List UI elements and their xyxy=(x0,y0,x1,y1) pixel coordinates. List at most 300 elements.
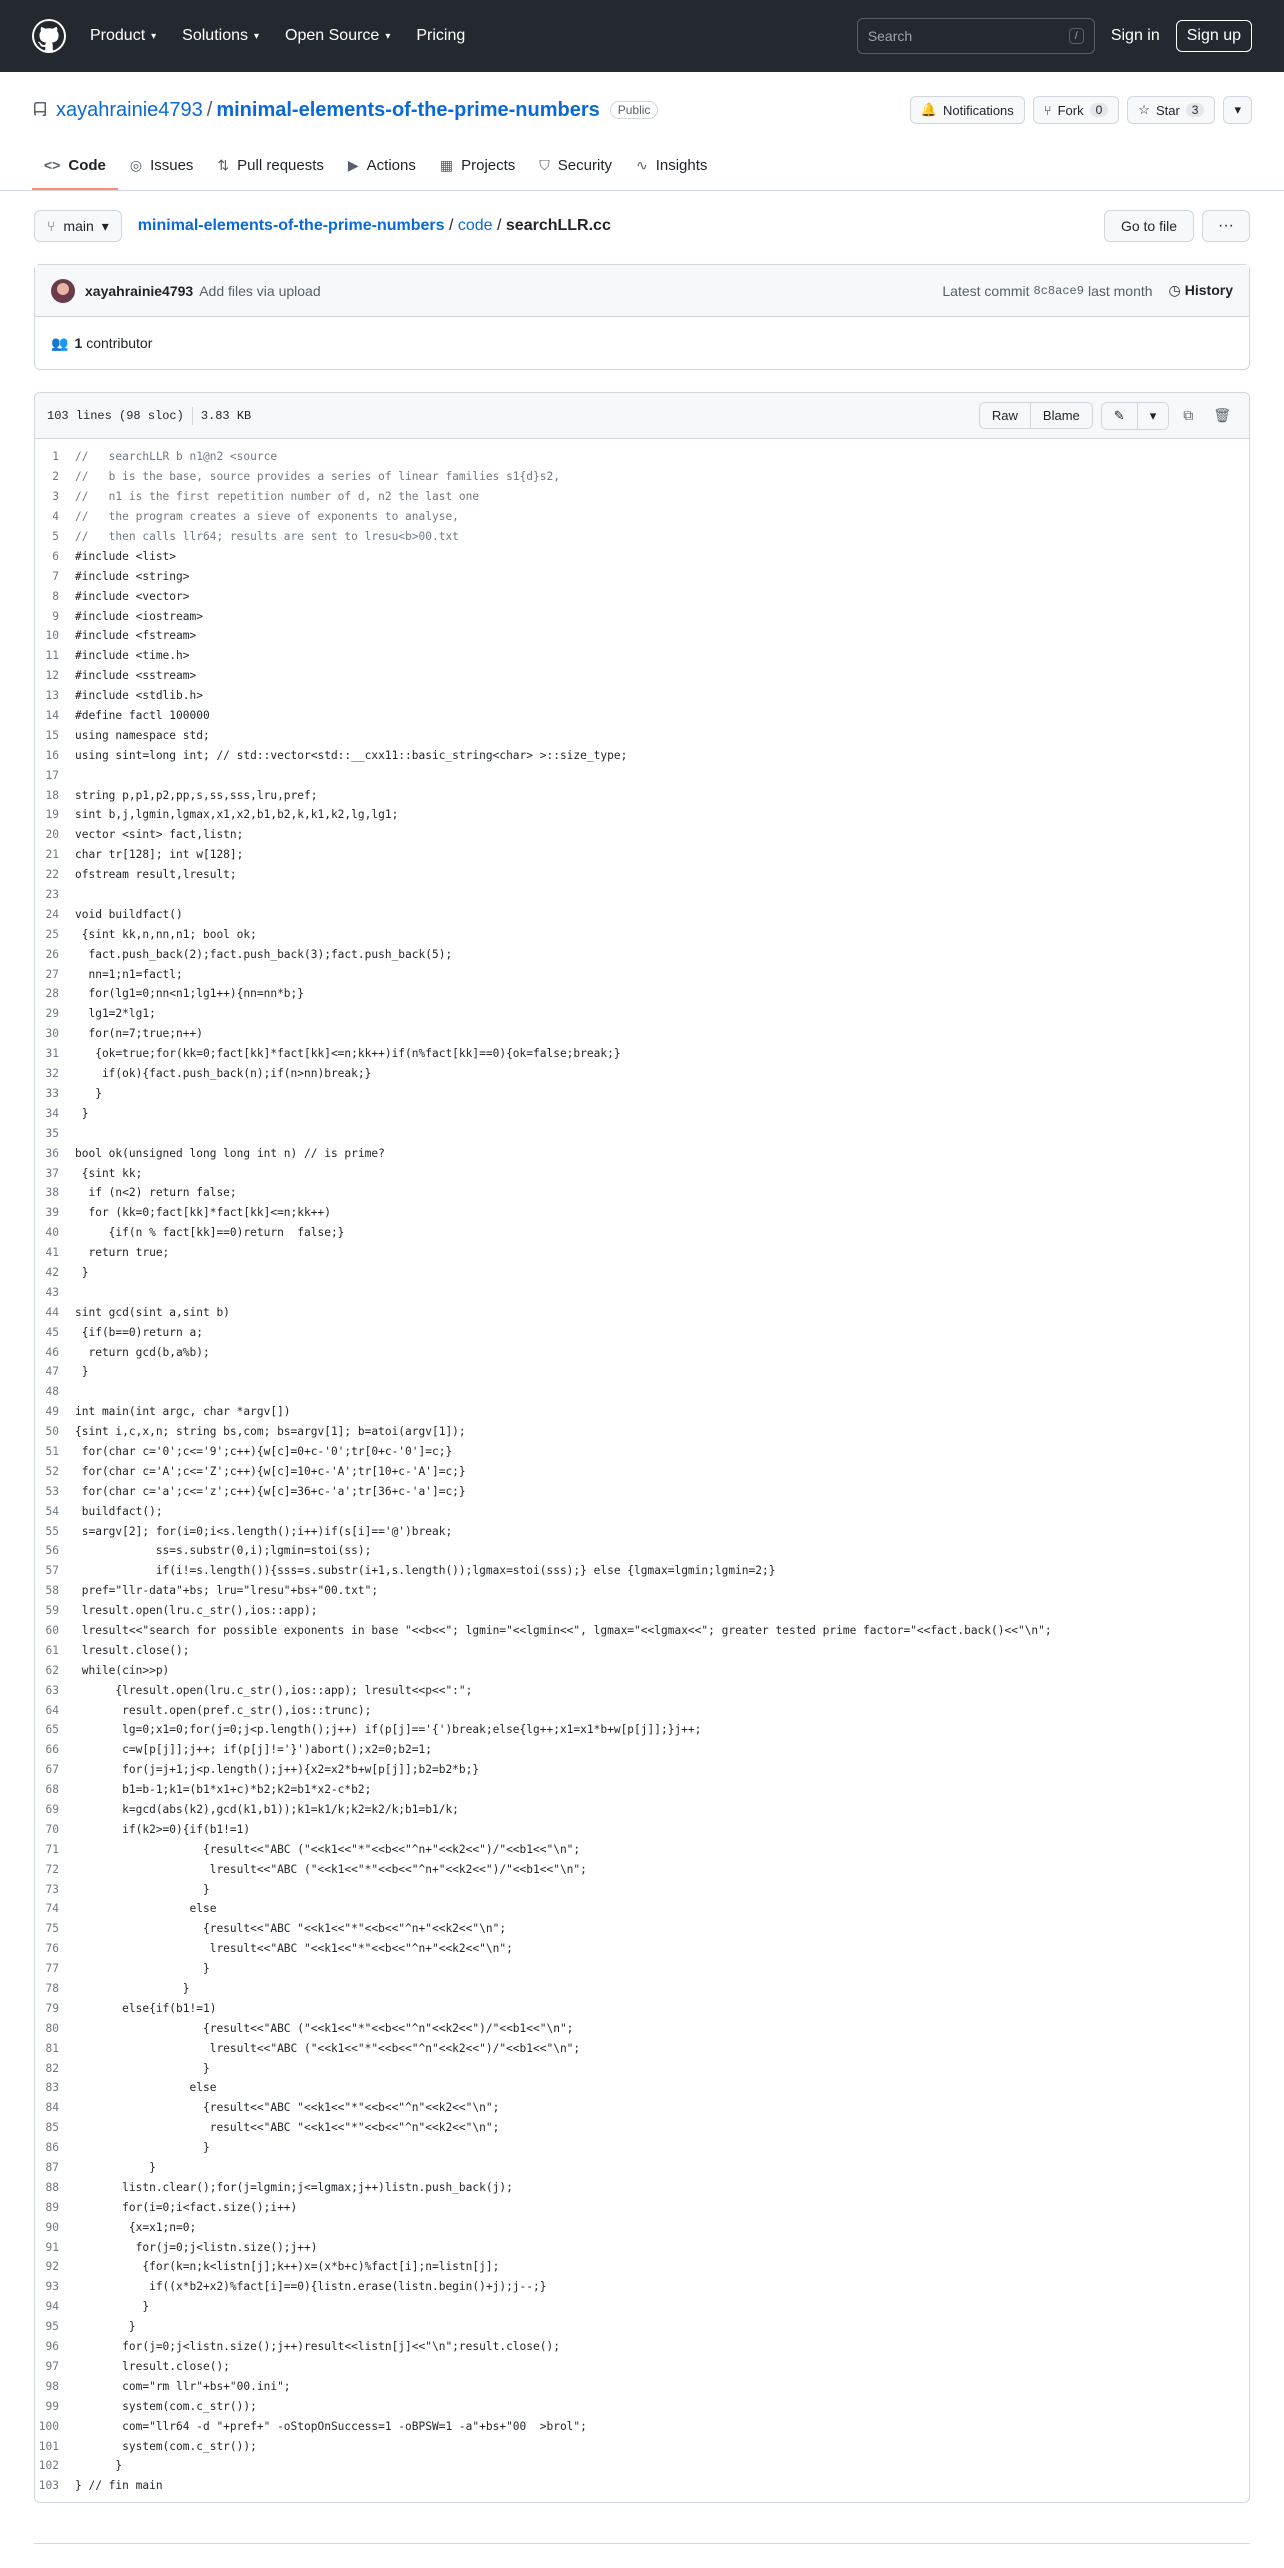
nav-label: Open Source xyxy=(285,27,380,44)
line-number[interactable]: 50 xyxy=(45,1425,59,1439)
line-number[interactable]: 30 xyxy=(45,1027,59,1041)
line-number[interactable]: 18 xyxy=(45,788,59,802)
tab-actions[interactable] xyxy=(336,142,428,190)
line-number[interactable]: 79 xyxy=(45,2001,59,2015)
line-number[interactable]: 7 xyxy=(52,569,59,583)
breadcrumb xyxy=(138,217,611,235)
chevron-down-icon[interactable]: ▾ xyxy=(1137,403,1169,429)
code-text: for(i=0;i<fact.size();i++) xyxy=(75,2200,298,2214)
line-number[interactable]: 42 xyxy=(45,1265,59,1279)
code-text: system(com.c_str()); xyxy=(75,2439,257,2453)
line-number[interactable]: 28 xyxy=(45,987,59,1001)
code-text: using namespace std; xyxy=(75,728,210,742)
line-number[interactable]: 100 xyxy=(38,2419,59,2433)
code-line xyxy=(35,885,1249,905)
line-number[interactable]: 17 xyxy=(45,768,59,782)
line-number[interactable]: 19 xyxy=(45,808,59,822)
line-number[interactable]: 80 xyxy=(45,2021,59,2035)
divider xyxy=(192,407,193,425)
nav-label: Pricing xyxy=(416,27,466,44)
line-number[interactable]: 92 xyxy=(45,2260,59,2274)
avatar[interactable] xyxy=(51,279,75,303)
line-number[interactable]: 37 xyxy=(45,1166,59,1180)
code-line xyxy=(35,745,1249,765)
code-listing xyxy=(35,439,1249,2502)
line-number[interactable]: 13 xyxy=(45,689,59,703)
search-shortcut-key: / xyxy=(1069,28,1084,44)
code-text: #include <sstream> xyxy=(75,669,197,683)
line-number[interactable]: 101 xyxy=(38,2439,59,2453)
code-text: {if(b==0)return a; xyxy=(75,1325,203,1339)
sign-in-link[interactable]: Sign in xyxy=(1110,27,1160,44)
line-number[interactable]: 38 xyxy=(45,1186,59,1200)
code-text: } xyxy=(75,1962,210,1976)
line-number[interactable]: 81 xyxy=(45,2041,59,2055)
code-text: {result<<"ABC ("<<k1<<"*"<<b<<"^n+"<<k2<<")/"<<b1<<"\n"; xyxy=(75,1842,581,1856)
code-line xyxy=(35,785,1249,805)
line-number[interactable]: 47 xyxy=(45,1365,59,1379)
chevron-down-icon: ▾ xyxy=(151,30,157,42)
code-line xyxy=(35,765,1249,785)
tab-code[interactable] xyxy=(32,142,118,190)
notifications-button[interactable] xyxy=(910,96,1025,124)
line-number[interactable]: 75 xyxy=(45,1922,59,1936)
line-number[interactable]: 60 xyxy=(45,1623,59,1637)
code-line xyxy=(35,1819,1249,1839)
code-text: } xyxy=(75,1365,89,1379)
code-line xyxy=(35,1183,1249,1203)
contributor-label[interactable]: contributor xyxy=(86,335,153,351)
code-line xyxy=(35,1382,1249,1402)
line-number[interactable]: 77 xyxy=(45,1962,59,1976)
code-text: // the program creates a sieve of exponents to analyse, xyxy=(75,510,459,524)
fork-label: Fork xyxy=(1057,102,1084,118)
line-number[interactable]: 55 xyxy=(45,1524,59,1538)
line-number[interactable]: 10 xyxy=(45,629,59,643)
code-line xyxy=(35,904,1249,924)
code-line xyxy=(35,1243,1249,1263)
more-options-button[interactable]: ··· xyxy=(1202,210,1250,242)
code-text: for(lg1=0;nn<n1;lg1++){nn=nn*b;} xyxy=(75,987,305,1001)
line-number[interactable]: 102 xyxy=(38,2459,59,2473)
copy-icon[interactable]: ⧉ xyxy=(1183,407,1194,423)
code-text: for(char c='0';c<='9';c++){w[c]=0+c-'0';tr[0+c-'0']=c;} xyxy=(75,1444,453,1458)
code-line xyxy=(35,1223,1249,1243)
line-number[interactable]: 44 xyxy=(45,1305,59,1319)
github-logo-icon[interactable] xyxy=(32,19,66,53)
code-text: lresult.close(); xyxy=(75,2359,230,2373)
code-text: // then calls llr64; results are sent to lresu<b>00.txt xyxy=(75,530,459,543)
code-text: {if(n % fact[kk]==0)return false;} xyxy=(75,1226,345,1240)
line-number[interactable]: 8 xyxy=(52,589,59,603)
code-text: return gcd(b,a%b); xyxy=(75,1345,210,1359)
repo-tabs xyxy=(32,142,1252,190)
go-to-file-button[interactable]: Go to file xyxy=(1104,210,1194,242)
branch-name: main xyxy=(63,218,94,234)
repo-header xyxy=(0,72,1284,191)
tab-insights[interactable] xyxy=(624,142,719,190)
line-number[interactable]: 62 xyxy=(45,1663,59,1677)
code-text: } xyxy=(75,2300,150,2314)
code-text: bool ok(unsigned long long int n) // is prime? xyxy=(75,1146,385,1160)
code-text: {result<<"ABC ("<<k1<<"*"<<b<<"^n"<<k2<<")/"<<b1<<"\n"; xyxy=(75,2021,574,2035)
code-text: #include <iostream> xyxy=(75,609,203,623)
line-number[interactable]: 97 xyxy=(45,2359,59,2373)
star-label: Star xyxy=(1155,102,1180,118)
code-text: lg=0;x1=0;for(j=0;j<p.length();j++) if(p[j]=='{')break;else{lg++;x1=x1*b+w[p[j]];}j++; xyxy=(75,1723,702,1737)
code-line xyxy=(35,944,1249,964)
footer-divider xyxy=(34,2543,1250,2568)
line-number[interactable]: 72 xyxy=(45,1862,59,1876)
history-label: History xyxy=(1184,282,1233,298)
tab-pull-requests[interactable] xyxy=(205,142,335,190)
line-count: 103 lines (98 sloc) xyxy=(47,408,184,423)
line-number[interactable]: 1 xyxy=(52,450,59,464)
line-number[interactable]: 57 xyxy=(45,1564,59,1578)
line-number[interactable]: 61 xyxy=(45,1643,59,1657)
line-number[interactable]: 58 xyxy=(45,1584,59,1598)
code-text: listn.clear();for(j=lgmin;j<=lgmax;j++)listn.push_back(j); xyxy=(75,2180,513,2194)
line-number[interactable]: 21 xyxy=(45,848,59,862)
code-text: k=gcd(abs(k2),gcd(k1,b1));k1=k1/k;k2=k2/k;b1=b1/k; xyxy=(75,1803,459,1816)
line-number[interactable]: 23 xyxy=(45,888,59,902)
code-text: com="llr64 -d "+pref+" -oStopOnSuccess=1 -oBPSW=1 -a"+bs+"00 >brol"; xyxy=(75,2419,587,2433)
line-number[interactable]: 63 xyxy=(45,1683,59,1697)
code-line xyxy=(35,1163,1249,1183)
code-line xyxy=(35,1760,1249,1780)
line-number[interactable]: 20 xyxy=(45,828,59,842)
code-icon: <> xyxy=(44,157,61,173)
tab-label: Security xyxy=(557,156,612,174)
line-number[interactable]: 40 xyxy=(45,1226,59,1240)
commit-author-link[interactable]: xayahrainie4793 xyxy=(85,282,194,299)
code-text: {ok=true;for(kk=0;fact[kk]*fact[kk]<=n;kk++)if(n%fact[kk]==0){ok=false;break;} xyxy=(75,1047,621,1061)
code-line xyxy=(35,2138,1249,2158)
global-header xyxy=(0,0,1284,72)
line-number[interactable]: 89 xyxy=(45,2200,59,2214)
line-number[interactable]: 15 xyxy=(45,728,59,742)
code-line xyxy=(35,666,1249,686)
blame-button[interactable]: Blame xyxy=(1030,403,1092,428)
star-dropdown-button[interactable] xyxy=(1223,96,1252,124)
line-number[interactable]: 32 xyxy=(45,1067,59,1081)
commit-message-link[interactable]: Add files via upload xyxy=(199,282,321,299)
code-line xyxy=(35,606,1249,626)
code-text: {sint kk,n,nn,n1; bool ok; xyxy=(75,927,257,941)
line-number[interactable]: 87 xyxy=(45,2161,59,2175)
code-line xyxy=(35,2277,1249,2297)
tab-projects[interactable] xyxy=(428,142,527,190)
line-number[interactable]: 48 xyxy=(45,1385,59,1399)
line-number[interactable]: 45 xyxy=(45,1325,59,1339)
history-button[interactable] xyxy=(1169,282,1233,299)
nav-product[interactable] xyxy=(90,27,156,45)
line-number[interactable]: 93 xyxy=(45,2280,59,2294)
contributor-count[interactable]: 1 xyxy=(74,335,83,351)
chevron-down-icon: ▾ xyxy=(254,30,260,42)
path-separator: / xyxy=(206,98,213,121)
line-number[interactable]: 103 xyxy=(38,2479,59,2493)
chevron-down-icon: ▾ xyxy=(101,217,109,234)
code-line xyxy=(35,1998,1249,2018)
tab-label: Issues xyxy=(150,156,194,174)
code-line xyxy=(35,2357,1249,2377)
line-number[interactable]: 6 xyxy=(52,549,59,563)
line-number[interactable]: 9 xyxy=(52,609,59,623)
breadcrumb-dir-link[interactable]: code xyxy=(457,217,493,234)
line-number[interactable]: 14 xyxy=(45,709,59,723)
code-line xyxy=(35,1282,1249,1302)
code-text: vector <sint> fact,listn; xyxy=(75,828,244,842)
code-line xyxy=(35,2416,1249,2436)
code-text: if(i!=s.length()){sss=s.substr(i+1,s.length());lgmax=stoi(sss);} else {lgmax=lgmin;lgmin=2;} xyxy=(75,1564,776,1578)
code-line xyxy=(35,1879,1249,1899)
code-text: } // fin main xyxy=(75,2479,163,2493)
star-count: 3 xyxy=(1186,103,1205,117)
code-line xyxy=(35,1740,1249,1760)
line-number[interactable]: 51 xyxy=(45,1444,59,1458)
line-number[interactable]: 34 xyxy=(45,1106,59,1120)
line-number[interactable]: 41 xyxy=(45,1246,59,1260)
line-number[interactable]: 39 xyxy=(45,1206,59,1220)
line-number[interactable]: 31 xyxy=(45,1047,59,1061)
code-line xyxy=(35,1640,1249,1660)
code-text: s=argv[2]; for(i=0;i<s.length();i++)if(s[i]=='@')break; xyxy=(75,1524,453,1538)
line-number[interactable]: 98 xyxy=(45,2379,59,2393)
code-line xyxy=(35,487,1249,507)
star-button[interactable] xyxy=(1127,96,1215,124)
line-number[interactable]: 73 xyxy=(45,1882,59,1896)
line-number[interactable]: 29 xyxy=(45,1007,59,1021)
file-viewer xyxy=(34,392,1250,2503)
code-text: ss=s.substr(0,i);lgmin=stoi(ss); xyxy=(75,1544,372,1558)
repo-owner-link[interactable]: xayahrainie4793 xyxy=(56,98,203,121)
code-text: sint b,j,lgmin,lgmax,x1,x2,b1,b2,k,k1,k2,lg,lg1; xyxy=(75,808,399,822)
code-line xyxy=(35,2038,1249,2058)
line-number[interactable]: 70 xyxy=(45,1822,59,1836)
code-line xyxy=(35,1939,1249,1959)
sign-up-button[interactable]: Sign up xyxy=(1176,20,1252,52)
code-text: pref="llr-data"+bs; lru="lresu"+bs+"00.txt"; xyxy=(75,1584,379,1598)
line-number[interactable]: 76 xyxy=(45,1942,59,1956)
code-line xyxy=(35,686,1249,706)
code-line xyxy=(35,2237,1249,2257)
code-line xyxy=(35,984,1249,1004)
line-number[interactable]: 68 xyxy=(45,1783,59,1797)
line-number[interactable]: 26 xyxy=(45,947,59,961)
line-number[interactable]: 64 xyxy=(45,1703,59,1717)
code-line xyxy=(35,1839,1249,1859)
branch-selector[interactable] xyxy=(34,210,122,242)
tab-label: Code xyxy=(68,156,106,174)
trash-icon[interactable]: 🗑 xyxy=(1213,407,1231,423)
chevron-down-icon: ▾ xyxy=(1234,102,1241,117)
code-text: string p,p1,p2,pp,s,ss,sss,lru,pref; xyxy=(75,788,318,802)
line-number[interactable]: 4 xyxy=(52,510,59,524)
line-number[interactable]: 96 xyxy=(45,2340,59,2354)
table-icon: ▦ xyxy=(439,156,454,173)
code-text: {for(k=n;k<listn[j];k++)x=(x*b+c)%fact[i];n=listn[j]; xyxy=(75,2260,500,2274)
line-number[interactable]: 91 xyxy=(45,2240,59,2254)
nav-label: Solutions xyxy=(182,27,248,44)
nav-pricing[interactable] xyxy=(416,27,465,45)
fork-button[interactable] xyxy=(1033,96,1120,124)
code-text: } xyxy=(75,2161,156,2175)
commit-sha-link[interactable]: 8c8ace9 xyxy=(1033,283,1084,298)
code-line xyxy=(35,1064,1249,1084)
code-line xyxy=(35,527,1249,547)
code-text: fact.push_back(2);fact.push_back(3);fact.push_back(5); xyxy=(75,947,453,961)
code-text: #include <time.h> xyxy=(75,649,190,663)
code-line xyxy=(35,447,1249,467)
search-placeholder: Search xyxy=(867,28,913,44)
code-text: buildfact(); xyxy=(75,1504,163,1518)
repo-name-link[interactable]: minimal-elements-of-the-prime-numbers xyxy=(216,98,600,121)
code-line xyxy=(35,2396,1249,2416)
code-text: ofstream result,lresult; xyxy=(75,868,237,882)
code-line xyxy=(35,1621,1249,1641)
line-number[interactable]: 82 xyxy=(45,2061,59,2075)
code-line xyxy=(35,626,1249,646)
code-text: if(ok){fact.push_back(n);if(n>nn)break;} xyxy=(75,1067,372,1081)
pencil-icon[interactable]: ✎ xyxy=(1102,403,1137,429)
line-number[interactable]: 99 xyxy=(45,2399,59,2413)
line-number[interactable]: 16 xyxy=(45,748,59,762)
code-line xyxy=(35,1004,1249,1024)
line-number[interactable]: 33 xyxy=(45,1086,59,1100)
line-number[interactable]: 54 xyxy=(45,1504,59,1518)
nav-solutions[interactable] xyxy=(182,27,259,45)
tab-issues[interactable] xyxy=(118,142,206,190)
code-line xyxy=(35,507,1249,527)
tab-label: Actions xyxy=(366,156,416,174)
line-number[interactable]: 71 xyxy=(45,1842,59,1856)
code-line xyxy=(35,1501,1249,1521)
line-number[interactable]: 90 xyxy=(45,2220,59,2234)
raw-button[interactable]: Raw xyxy=(980,403,1030,428)
code-text: else xyxy=(75,1902,217,1916)
code-line xyxy=(35,1680,1249,1700)
line-number[interactable]: 36 xyxy=(45,1146,59,1160)
line-number[interactable]: 11 xyxy=(45,649,59,663)
code-text: #define factl 100000 xyxy=(75,709,210,723)
code-text: #include <list> xyxy=(75,549,177,563)
line-number[interactable]: 22 xyxy=(45,868,59,882)
code-line xyxy=(35,1521,1249,1541)
breadcrumb-repo-link[interactable]: minimal-elements-of-the-prime-numbers xyxy=(137,217,445,234)
code-text: sint gcd(sint a,sint b) xyxy=(75,1305,230,1319)
code-line xyxy=(35,805,1249,825)
path-separator: / xyxy=(492,217,506,234)
code-line xyxy=(35,1342,1249,1362)
code-text: else{if(b1!=1) xyxy=(75,2001,217,2015)
code-text: #include <fstream> xyxy=(75,629,197,643)
code-line xyxy=(35,1899,1249,1919)
line-number[interactable]: 67 xyxy=(45,1763,59,1777)
code-line xyxy=(35,845,1249,865)
code-line xyxy=(35,2018,1249,2038)
line-number[interactable]: 86 xyxy=(45,2141,59,2155)
code-line xyxy=(35,825,1249,845)
code-text: } xyxy=(75,1982,190,1996)
code-line xyxy=(35,546,1249,566)
line-number[interactable]: 24 xyxy=(45,907,59,921)
chevron-down-icon: ▾ xyxy=(385,30,391,42)
line-number[interactable]: 65 xyxy=(45,1723,59,1737)
code-line xyxy=(35,865,1249,885)
line-number[interactable]: 2 xyxy=(52,470,59,484)
code-text: } xyxy=(75,1106,89,1120)
line-number[interactable]: 83 xyxy=(45,2081,59,2095)
line-number[interactable]: 78 xyxy=(45,1982,59,1996)
line-number[interactable]: 95 xyxy=(45,2320,59,2334)
line-number[interactable]: 66 xyxy=(45,1743,59,1757)
code-text: lresult.open(lru.c_str(),ios::app); xyxy=(75,1604,318,1618)
line-number[interactable]: 94 xyxy=(45,2300,59,2314)
line-number[interactable]: 59 xyxy=(45,1604,59,1618)
code-line xyxy=(35,1660,1249,1680)
code-line xyxy=(35,2376,1249,2396)
line-number[interactable]: 5 xyxy=(52,530,59,543)
line-number[interactable]: 88 xyxy=(45,2180,59,2194)
line-number[interactable]: 84 xyxy=(45,2101,59,2115)
search-input[interactable] xyxy=(857,18,1095,54)
code-text: } xyxy=(75,1086,102,1100)
code-text: #include <vector> xyxy=(75,589,190,603)
code-line xyxy=(35,964,1249,984)
code-text: for(j=j+1;j<p.length();j++){x2=x2*b+w[p[j]];b2=b2*b;} xyxy=(75,1763,480,1777)
star-icon: ☆ xyxy=(1138,102,1150,117)
line-number[interactable]: 25 xyxy=(45,927,59,941)
line-number[interactable]: 56 xyxy=(45,1544,59,1558)
code-text: {x=x1;n=0; xyxy=(75,2220,197,2234)
line-number[interactable]: 46 xyxy=(45,1345,59,1359)
latest-commit-label: Latest commit xyxy=(942,282,1030,299)
file-size: 3.83 KB xyxy=(200,408,252,423)
line-number[interactable]: 27 xyxy=(45,967,59,981)
code-line xyxy=(35,1720,1249,1740)
line-number[interactable]: 49 xyxy=(45,1405,59,1419)
code-text: // n1 is the first repetition number of d, n2 the last one xyxy=(75,490,480,504)
main-content xyxy=(0,206,1284,2568)
code-line xyxy=(35,2058,1249,2078)
line-number[interactable]: 53 xyxy=(45,1484,59,1498)
shield-icon: ⛉ xyxy=(539,156,550,173)
code-text: // searchLLR b n1@n2 <source xyxy=(75,450,278,464)
line-number[interactable]: 85 xyxy=(45,2121,59,2135)
code-text: if (n<2) return false; xyxy=(75,1186,237,1200)
line-number[interactable]: 69 xyxy=(45,1803,59,1816)
code-text: #include <string> xyxy=(75,569,190,583)
nav-open-source[interactable] xyxy=(285,27,390,45)
code-text: {sint i,c,x,n; string bs,com; bs=argv[1]; b=atoi(argv[1]); xyxy=(75,1425,466,1439)
code-line xyxy=(35,1959,1249,1979)
line-number[interactable]: 52 xyxy=(45,1464,59,1478)
line-number[interactable]: 35 xyxy=(45,1126,59,1140)
line-number[interactable]: 12 xyxy=(45,669,59,683)
tab-security[interactable] xyxy=(527,142,624,190)
code-line xyxy=(35,2197,1249,2217)
line-number[interactable]: 43 xyxy=(45,1285,59,1299)
line-number[interactable]: 74 xyxy=(45,1902,59,1916)
code-text: for(char c='A';c<='Z';c++){w[c]=10+c-'A';tr[10+c-'A']=c;} xyxy=(75,1464,466,1478)
code-text: int main(int argc, char *argv[]) xyxy=(75,1405,291,1419)
code-line xyxy=(35,1919,1249,1939)
code-line xyxy=(35,924,1249,944)
code-line xyxy=(35,1203,1249,1223)
line-number[interactable]: 3 xyxy=(52,490,59,504)
code-line xyxy=(35,706,1249,726)
